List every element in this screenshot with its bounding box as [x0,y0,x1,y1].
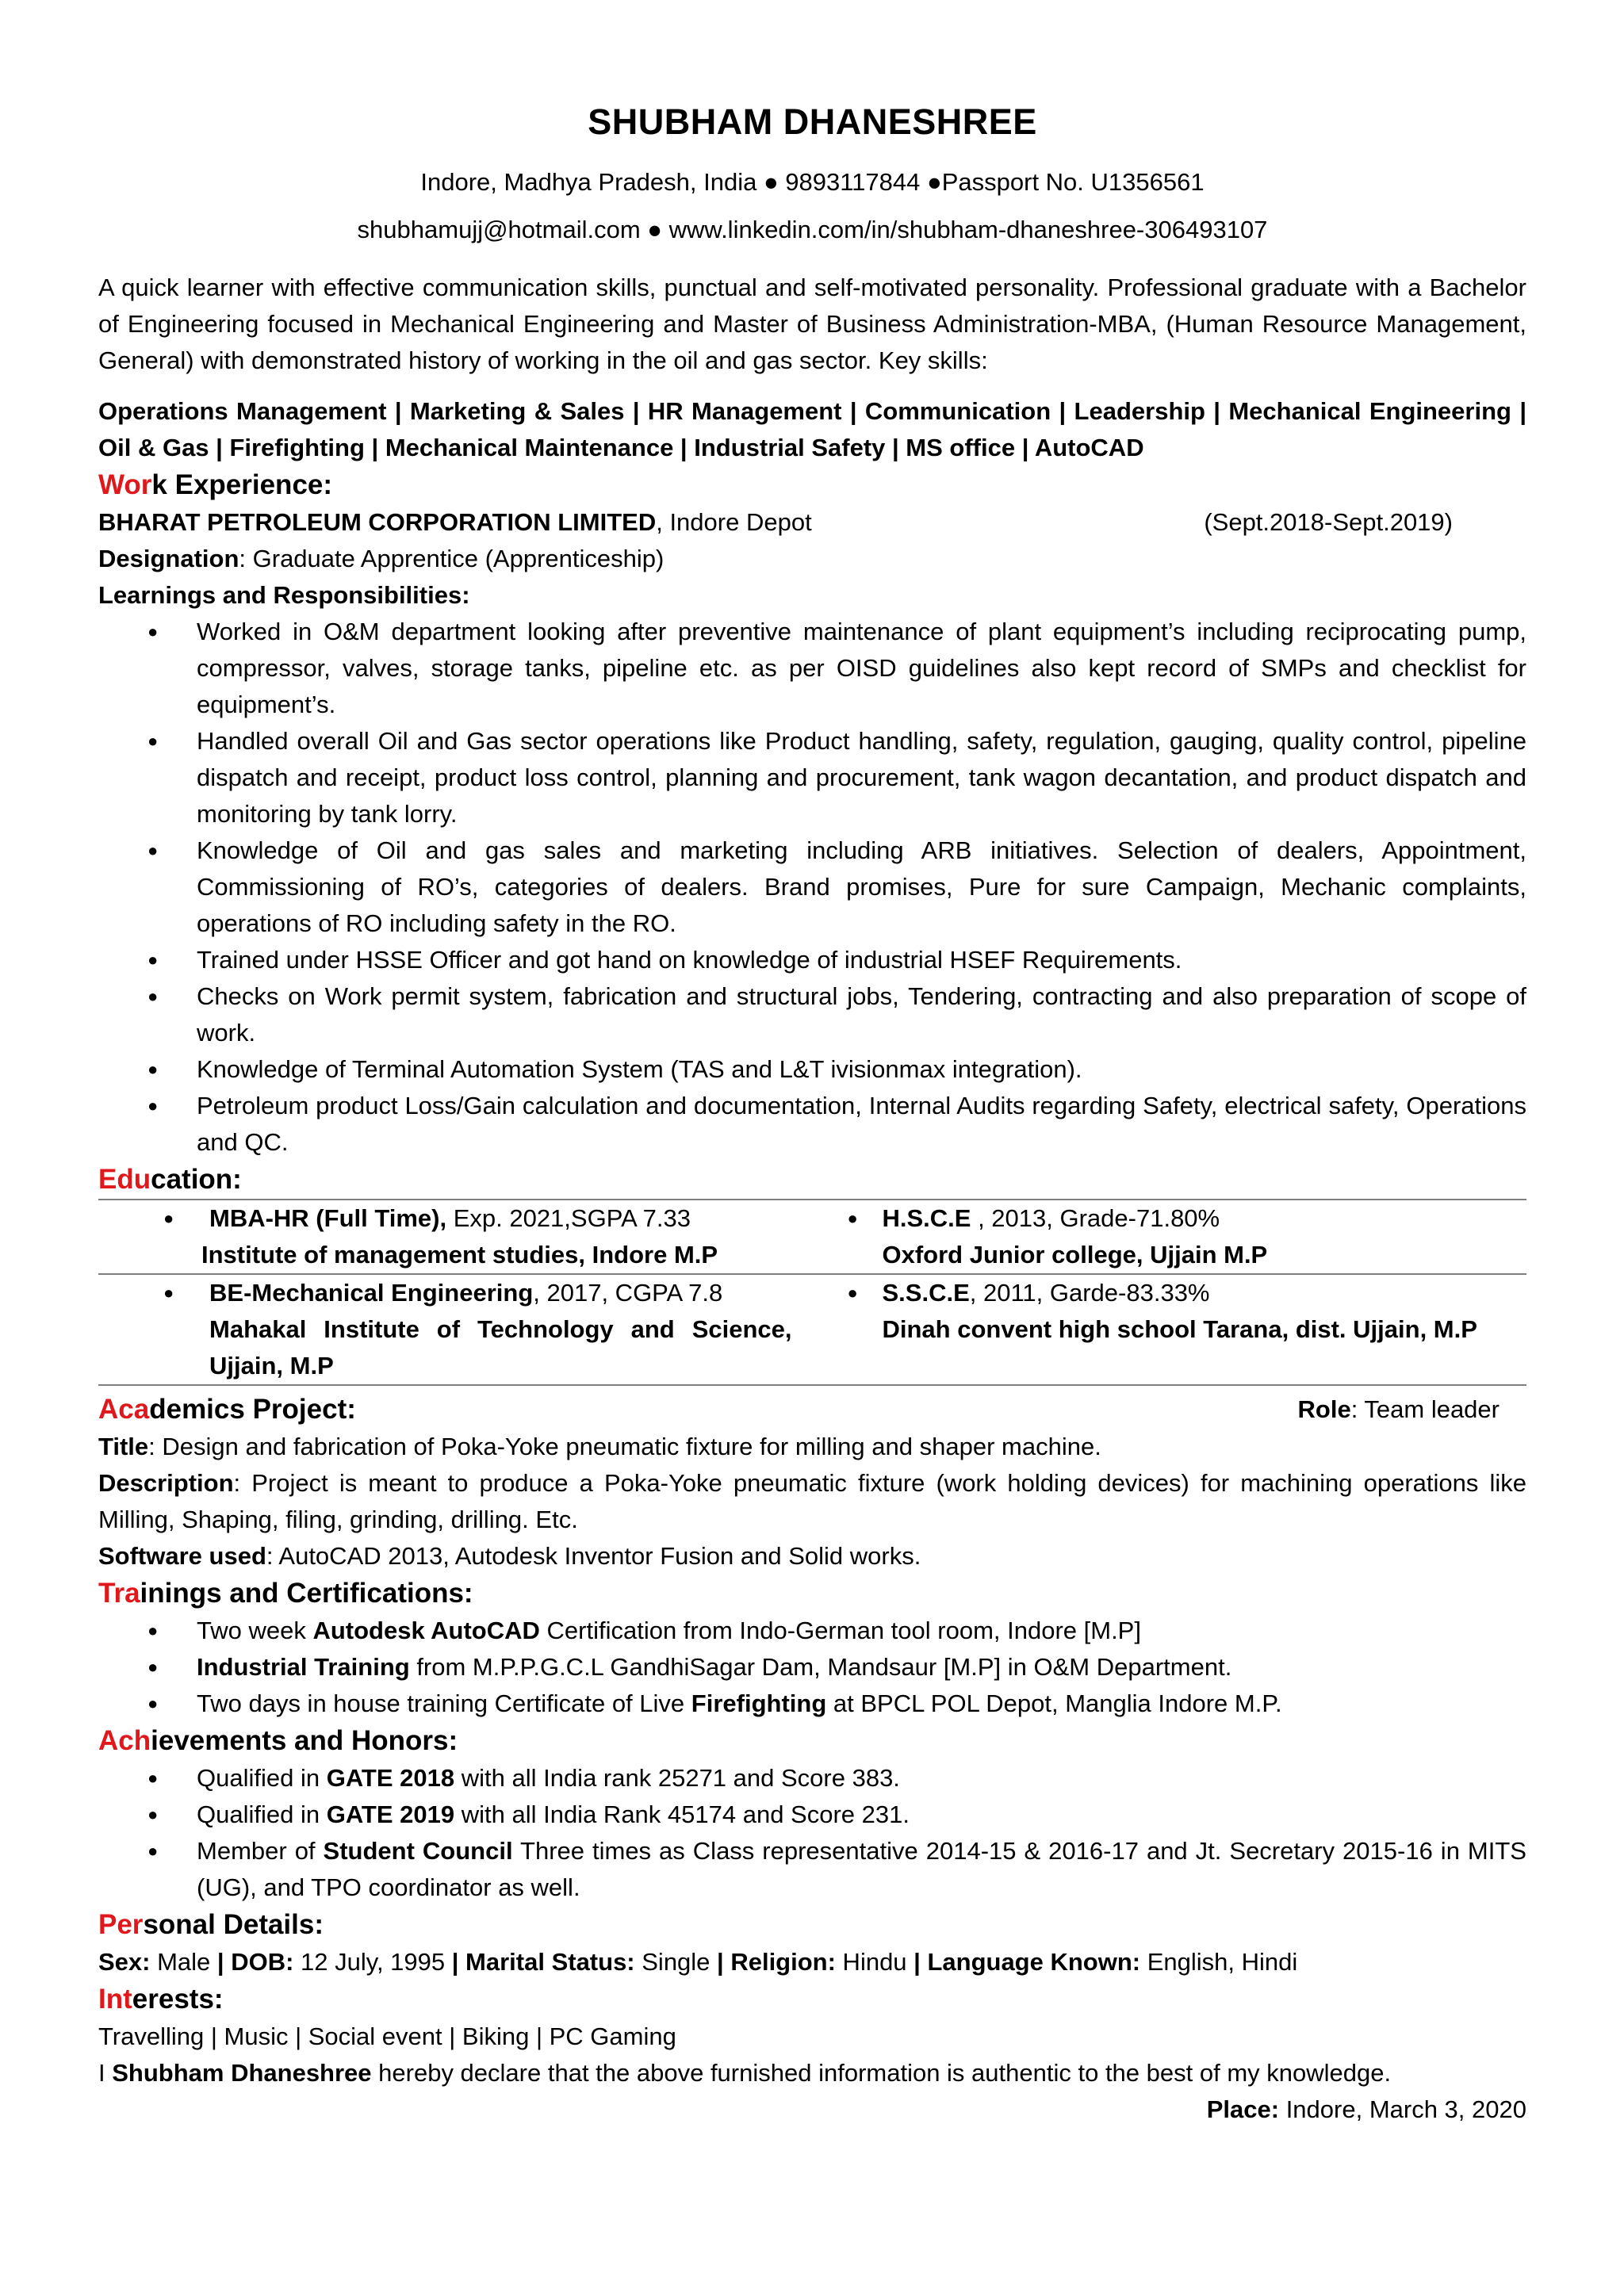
heading-accent: Per [98,1909,144,1940]
heading-text: inings and Certifications: [140,1578,473,1609]
heading-text: sonal Details: [143,1909,324,1940]
project-software-label: Software used [98,1542,266,1570]
list-item: ● Checks on Work permit system, fabrication and structural jobs, Tendering, contracting and also preparation of scope of work. [197,978,1526,1051]
degree: MBA-HR (Full Time), [209,1204,447,1232]
list-item: ● Knowledge of Oil and gas sales and marketing including ARB initiatives. Selection of dealers, Appointment, Commissioning of RO’s, categories of dealers. Brand promises, Pure for sure Campaign, Mechanic complaints, operations of RO including safety in the RO. [197,832,1526,942]
text-bold: Firefighting [691,1689,827,1717]
text-bold: Student Council [323,1837,513,1865]
text-bold: Industrial Training [197,1653,410,1681]
list-item: ● Worked in O&M department looking after preventive maintenance of plant equipment’s including reciprocating pump, compressor, valves, storage tanks, pipeline etc. as per OISD guidelines also kept record of SMPs and checklist for equipment’s. [197,614,1526,723]
section-heading-academics-project [98,1391,356,1429]
interests-list: Travelling | Music | Social event | Biking | PC Gaming [98,2022,676,2050]
key-skills: Operations Management | Marketing & Sales | HR Management | Communication | Leadership | Mechanical Engineering | Oil & Gas | Firefighting | Mechanical Maintenance | Industrial Safety | MS office | AutoCAD [98,397,1526,461]
text: I [98,2059,113,2087]
education-item [98,1200,813,1237]
language-value: English, Hindi [1140,1948,1298,1976]
education-cell-ssc [813,1274,1527,1385]
section-heading-work-experience [98,466,1526,504]
project-description-value: : Project is meant to produce a Poka-Yoke pneumatic fixture (work holding devices) for machining operations like Milling, Shaping, filing, grinding, drilling. Etc. [98,1469,1526,1533]
employer-row [98,504,1526,541]
list-item: ● Knowledge of Terminal Automation System (TAS and L&T ivisionmax integration). [197,1051,1526,1088]
text: Certification from Indo-German tool room, Indore [M.P] [539,1617,1141,1644]
education-table [98,1199,1526,1386]
marital-value: Single [634,1948,718,1976]
education-cell-mba [98,1200,813,1274]
institution-name: Mahakal Institute of Technology and Science, Ujjain, M.P [209,1315,792,1380]
learnings-label [98,577,1526,614]
text: Member of [197,1837,324,1865]
education-item [813,1200,1527,1237]
list-item [197,1833,1526,1906]
candidate-name: SHUBHAM DHANESHREE [588,101,1037,142]
heading-accent: Edu [98,1164,151,1195]
project-description-label: Description [98,1469,234,1497]
designation-label: Designation [98,545,239,572]
project-title-label: Title [98,1433,149,1460]
designation-value: : Graduate Apprentice (Apprenticeship) [239,545,665,572]
company-location: , Indore Depot [656,508,812,536]
place-value: Indore, March 3, 2020 [1279,2095,1526,2123]
degree-detail: Exp. 2021,SGPA 7.33 [446,1204,691,1232]
section-heading-interests [98,1980,1526,2019]
heading-text: demics Project: [149,1394,356,1425]
section-heading-achievements [98,1722,1526,1760]
heading-text: ievements and Honors: [151,1725,458,1756]
degree-detail: , 2011, Garde-83.33% [969,1279,1210,1307]
text: Three times as Class representative 2014-15 & 2016-17 and Jt. Secretary 2015-16 in MITS (UG), and TPO coordinator as well. [197,1837,1526,1901]
table-row [98,1274,1526,1385]
marital-label: | Marital Status: [451,1948,635,1976]
text: Two days in house training Certificate of Live [197,1689,691,1717]
text: Qualified in [197,1764,327,1792]
sex-label: Sex: [98,1948,151,1976]
project-title-value: : Design and fabrication of Poka-Yoke pneumatic fixture for milling and shaper machine. [148,1433,1101,1460]
project-description [98,1465,1526,1538]
heading-text: cation: [151,1164,242,1195]
degree-detail: , 2017, CGPA 7.8 [533,1279,723,1307]
trainings-list [98,1613,1526,1722]
list-item: ● Trained under HSSE Officer and got hand on knowledge of industrial HSEF Requirements. [197,942,1526,978]
role-value: : Team leader [1350,1395,1500,1423]
language-label: | Language Known: [914,1948,1141,1976]
work-responsibilities-list [98,614,1526,1161]
education-cell-be [98,1274,813,1385]
project-heading-row [98,1391,1526,1429]
dob-value: 12 July, 1995 [293,1948,452,1976]
project-software-value: : AutoCAD 2013, Autodesk Inventor Fusion and Solid works. [266,1542,921,1570]
declaration [98,2055,1526,2091]
dob-label: | DOB: [216,1948,294,1976]
employment-dates: (Sept.2018-Sept.2019) [1204,508,1453,536]
degree-detail: , 2013, Grade-71.80% [971,1204,1220,1232]
personal-details-line [98,1944,1526,1980]
institution [813,1311,1527,1348]
education-item [98,1275,813,1311]
project-title [98,1429,1526,1465]
text: with all India Rank 45174 and Score 231. [454,1800,910,1828]
section-heading-personal-details [98,1906,1526,1944]
role-label: Role [1297,1395,1351,1423]
institution [98,1311,813,1384]
education-item [813,1275,1527,1311]
list-item [197,1686,1526,1722]
project-software [98,1538,1526,1575]
text: at BPCL POL Depot, Manglia Indore M.P. [826,1689,1282,1717]
section-heading-education [98,1161,1526,1199]
education-cell-hsc [813,1200,1527,1274]
contact-line-location-phone: Indore, Madhya Pradesh, India ● 9893117844 ●Passport No. U1356561 [420,168,1205,196]
text: Qualified in [197,1800,327,1828]
list-item [197,1760,1526,1797]
section-heading-trainings [98,1575,1526,1613]
text: with all India rank 25271 and Score 383. [454,1764,900,1792]
institution-name: Institute of management studies, Indore M.P [201,1241,718,1269]
list-item [197,1613,1526,1649]
text: Two week [197,1617,313,1644]
learnings-label-text: Learnings and Responsibilities: [98,581,470,609]
degree: S.S.C.E [882,1279,970,1307]
text: from M.P.P.G.C.L GandhiSagar Dam, Mandsaur [M.P] in O&M Department. [409,1653,1232,1681]
place-label: Place: [1206,2095,1280,2123]
degree: BE-Mechanical Engineering [209,1279,534,1307]
heading-accent: Wor [98,469,152,500]
text-bold: GATE 2019 [326,1800,455,1828]
institution-name: Oxford Junior college, Ujjain M.P [882,1241,1268,1269]
text: hereby declare that the above furnished information is authentic to the best of my knowledge. [371,2059,1392,2087]
heading-accent: Int [98,1984,132,2015]
contact-line-email-linkedin: shubhamujj@hotmail.com ● www.linkedin.com/in/shubham-dhaneshree-306493107 [357,216,1268,243]
text-bold: Autodesk AutoCAD [312,1617,540,1644]
institution [813,1237,1527,1273]
institution [98,1237,813,1273]
table-row [98,1200,1526,1274]
heading-text: erests: [132,1984,224,2015]
list-item [197,1649,1526,1686]
declarant-name: Shubham Dhaneshree [112,2059,372,2087]
religion-value: Hindu [835,1948,914,1976]
text-bold: GATE 2018 [326,1764,455,1792]
designation [98,541,1526,577]
place-date [98,2091,1526,2128]
project-role [1298,1391,1500,1429]
heading-text: k Experience: [151,469,333,500]
heading-accent: Tra [98,1578,140,1609]
heading-accent: Aca [98,1394,150,1425]
list-item: ● Petroleum product Loss/Gain calculation and documentation, Internal Audits regarding Safety, electrical safety, Operations and QC. [197,1088,1526,1161]
heading-accent: Ach [98,1725,151,1756]
list-item: ● Handled overall Oil and Gas sector operations like Product handling, safety, regulation, gauging, quality control, pipeline dispatch and receipt, product loss control, planning and procurement, tank wagon decantation, and product dispatch and monitoring by tank lorry. [197,723,1526,832]
professional-summary: A quick learner with effective communication skills, punctual and self-motivated personality. Professional graduate with a Bachelor of Engineering focused in Mechanical Engineering and Master of Business Administration-MBA, (Human Resource Management, General) with demonstrated history of working in the oil and gas sector. Key skills: [98,274,1526,374]
religion-label: | Religion: [717,1948,836,1976]
list-item [197,1797,1526,1833]
achievements-list [98,1760,1526,1906]
degree: H.S.C.E [882,1204,971,1232]
sex-value: Male [150,1948,217,1976]
institution-name: Dinah convent high school Tarana, dist. Ujjain, M.P [882,1315,1477,1343]
employer [98,504,812,541]
company-name: BHARAT PETROLEUM CORPORATION LIMITED [98,508,657,536]
